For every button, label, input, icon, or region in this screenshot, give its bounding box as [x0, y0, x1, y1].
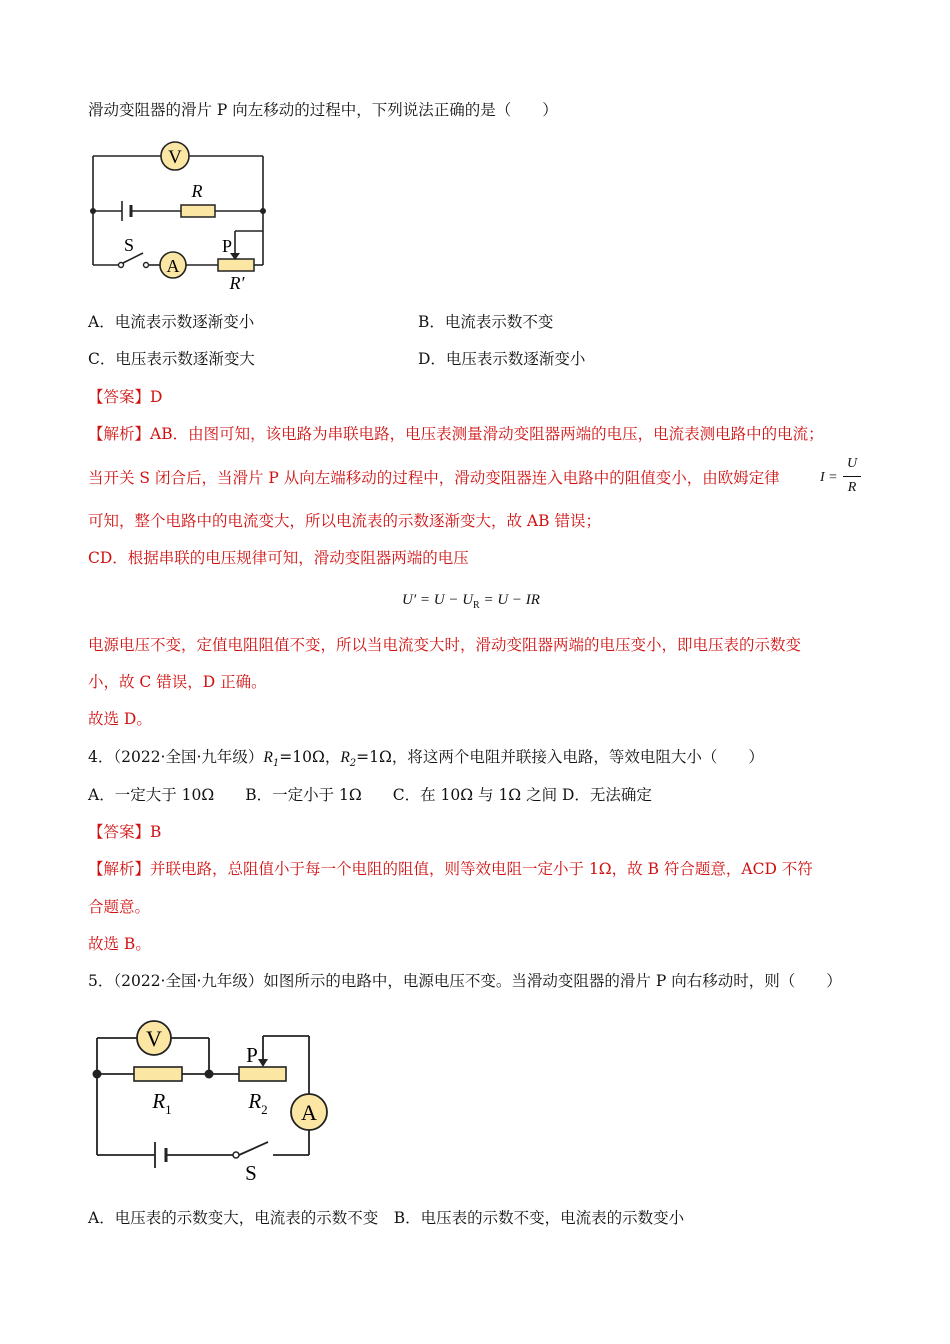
- q5-voltmeter-label: V: [146, 1026, 162, 1051]
- q3-option-b: B．电流表示数不变: [418, 313, 554, 331]
- q5-r2-sub: 2: [261, 1102, 268, 1117]
- q3-rheostat-label: R′: [229, 273, 245, 293]
- q5-options: A．电压表的示数变大，电流表的示数不变 B．电压表的示数不变，电流表的示数变小: [88, 1209, 685, 1227]
- q3-formula-numerator: U: [846, 456, 858, 471]
- q3-ammeter-label: A: [166, 256, 180, 276]
- q3-formula-denominator: R: [847, 480, 857, 495]
- q5-ammeter-label: A: [301, 1100, 317, 1125]
- q3-analysis-text-1: AB．由图可知，该电路为串联电路，电压表测量滑动变阻器两端的电压，电流表测电路中的电流；: [150, 425, 824, 443]
- q5-r2-label: [247, 1089, 267, 1117]
- q4-stem-source: 4．（2022·全国·九年级）: [88, 748, 264, 766]
- q5-r1-symbol: R: [152, 1089, 166, 1113]
- q3-analysis-line-1: [88, 423, 824, 445]
- q3-voltmeter-label: V: [168, 147, 182, 168]
- q4-analysis-line-2: 合题意。: [88, 898, 151, 916]
- q4-answer-tag: 【答案】: [88, 823, 151, 841]
- q5-r1-sub: 1: [165, 1102, 172, 1117]
- q4-analysis-line-1: [88, 858, 813, 880]
- q3-answer-tag: 【答案】: [88, 388, 151, 406]
- q4-stem: [88, 746, 764, 775]
- q3-formula-lhs: I =: [820, 470, 838, 485]
- q3-analysis-line-4: CD．根据串联的电压规律可知，滑动变阻器两端的电压: [88, 549, 469, 567]
- q5-switch-label: S: [245, 1161, 257, 1185]
- q4-options: A．一定大于 10Ω B．一定小于 1Ω C．在 10Ω 与 1Ω 之间 D．无法确定: [88, 786, 652, 804]
- q5-stem: 5．（2022·全国·九年级）如图所示的电路中，电源电压不变。当滑动变阻器的滑片 P 向右移动时，则（ ）: [88, 972, 842, 990]
- q5-circuit-diagram: [88, 1018, 348, 1188]
- q5-r2-symbol: R: [248, 1089, 262, 1113]
- q3-choose: 故选 D。: [88, 710, 152, 728]
- q3-stem: 滑动变阻器的滑片 P 向左移动的过程中，下列说法正确的是（ ）: [88, 101, 558, 119]
- q4-answer: [88, 821, 161, 843]
- q3-analysis-line-5: 电源电压不变，定值电阻阻值不变，所以当电流变大时，滑动变阻器两端的电压变小，即电压表的示数变: [88, 636, 802, 654]
- q3-option-d: D．电压表示数逐渐变小: [418, 350, 586, 368]
- q4-stem-post: =1Ω，将这两个电阻并联接入电路，等效电阻大小（ ）: [356, 748, 764, 766]
- q4-analysis-text-1: 并联电路，总阻值小于每一个电阻的阻值，则等效电阻一定小于 1Ω，故 B 符合题意，ACD 不符: [150, 860, 813, 878]
- q4-r1-symbol: R: [263, 749, 273, 766]
- q5-r1-label: [151, 1089, 171, 1117]
- q3-analysis-line-3: 可知，整个电路中的电流变大，所以电流表的示数逐渐变大，故 AB 错误；: [88, 512, 601, 530]
- q4-r1-sub: 1: [272, 758, 280, 770]
- q3-answer: [88, 386, 162, 408]
- q4-stem-mid: =10Ω，: [279, 748, 341, 766]
- q3-analysis-line-2: 当开关 S 闭合后，当滑片 P 从向左端移动的过程中，滑动变阻器连入电路中的阻值变小，由欧姆定律: [88, 469, 780, 487]
- q3-equation: [402, 589, 540, 617]
- q4-choose: 故选 B。: [88, 935, 151, 953]
- q3-resistor-label: R: [191, 181, 203, 201]
- q3-option-a: A．电流表示数逐渐变小: [88, 313, 255, 331]
- q4-r2-symbol: R: [340, 749, 350, 766]
- q3-equation-sub: R: [473, 600, 480, 611]
- q3-answer-value: D: [150, 388, 163, 406]
- q4-analysis-tag: 【解析】: [88, 860, 151, 878]
- q3-equation-tail: = U − IR: [479, 592, 540, 608]
- q3-switch-label: S: [123, 235, 135, 255]
- q3-formula-bar: [843, 476, 861, 477]
- q3-analysis-tag: 【解析】: [88, 425, 151, 443]
- q3-equation-main: U′ = U − U: [402, 592, 474, 608]
- q3-slider-label: P: [221, 236, 233, 256]
- q4-answer-value: B: [150, 823, 162, 841]
- q3-analysis-line-6: 小，故 C 错误，D 正确。: [88, 673, 267, 691]
- q4-r2-sub: 2: [349, 758, 357, 770]
- q3-circuit-diagram: [85, 135, 285, 295]
- q5-slider-label: P: [246, 1043, 258, 1067]
- q3-option-c: C．电压表示数逐渐变大: [88, 350, 255, 368]
